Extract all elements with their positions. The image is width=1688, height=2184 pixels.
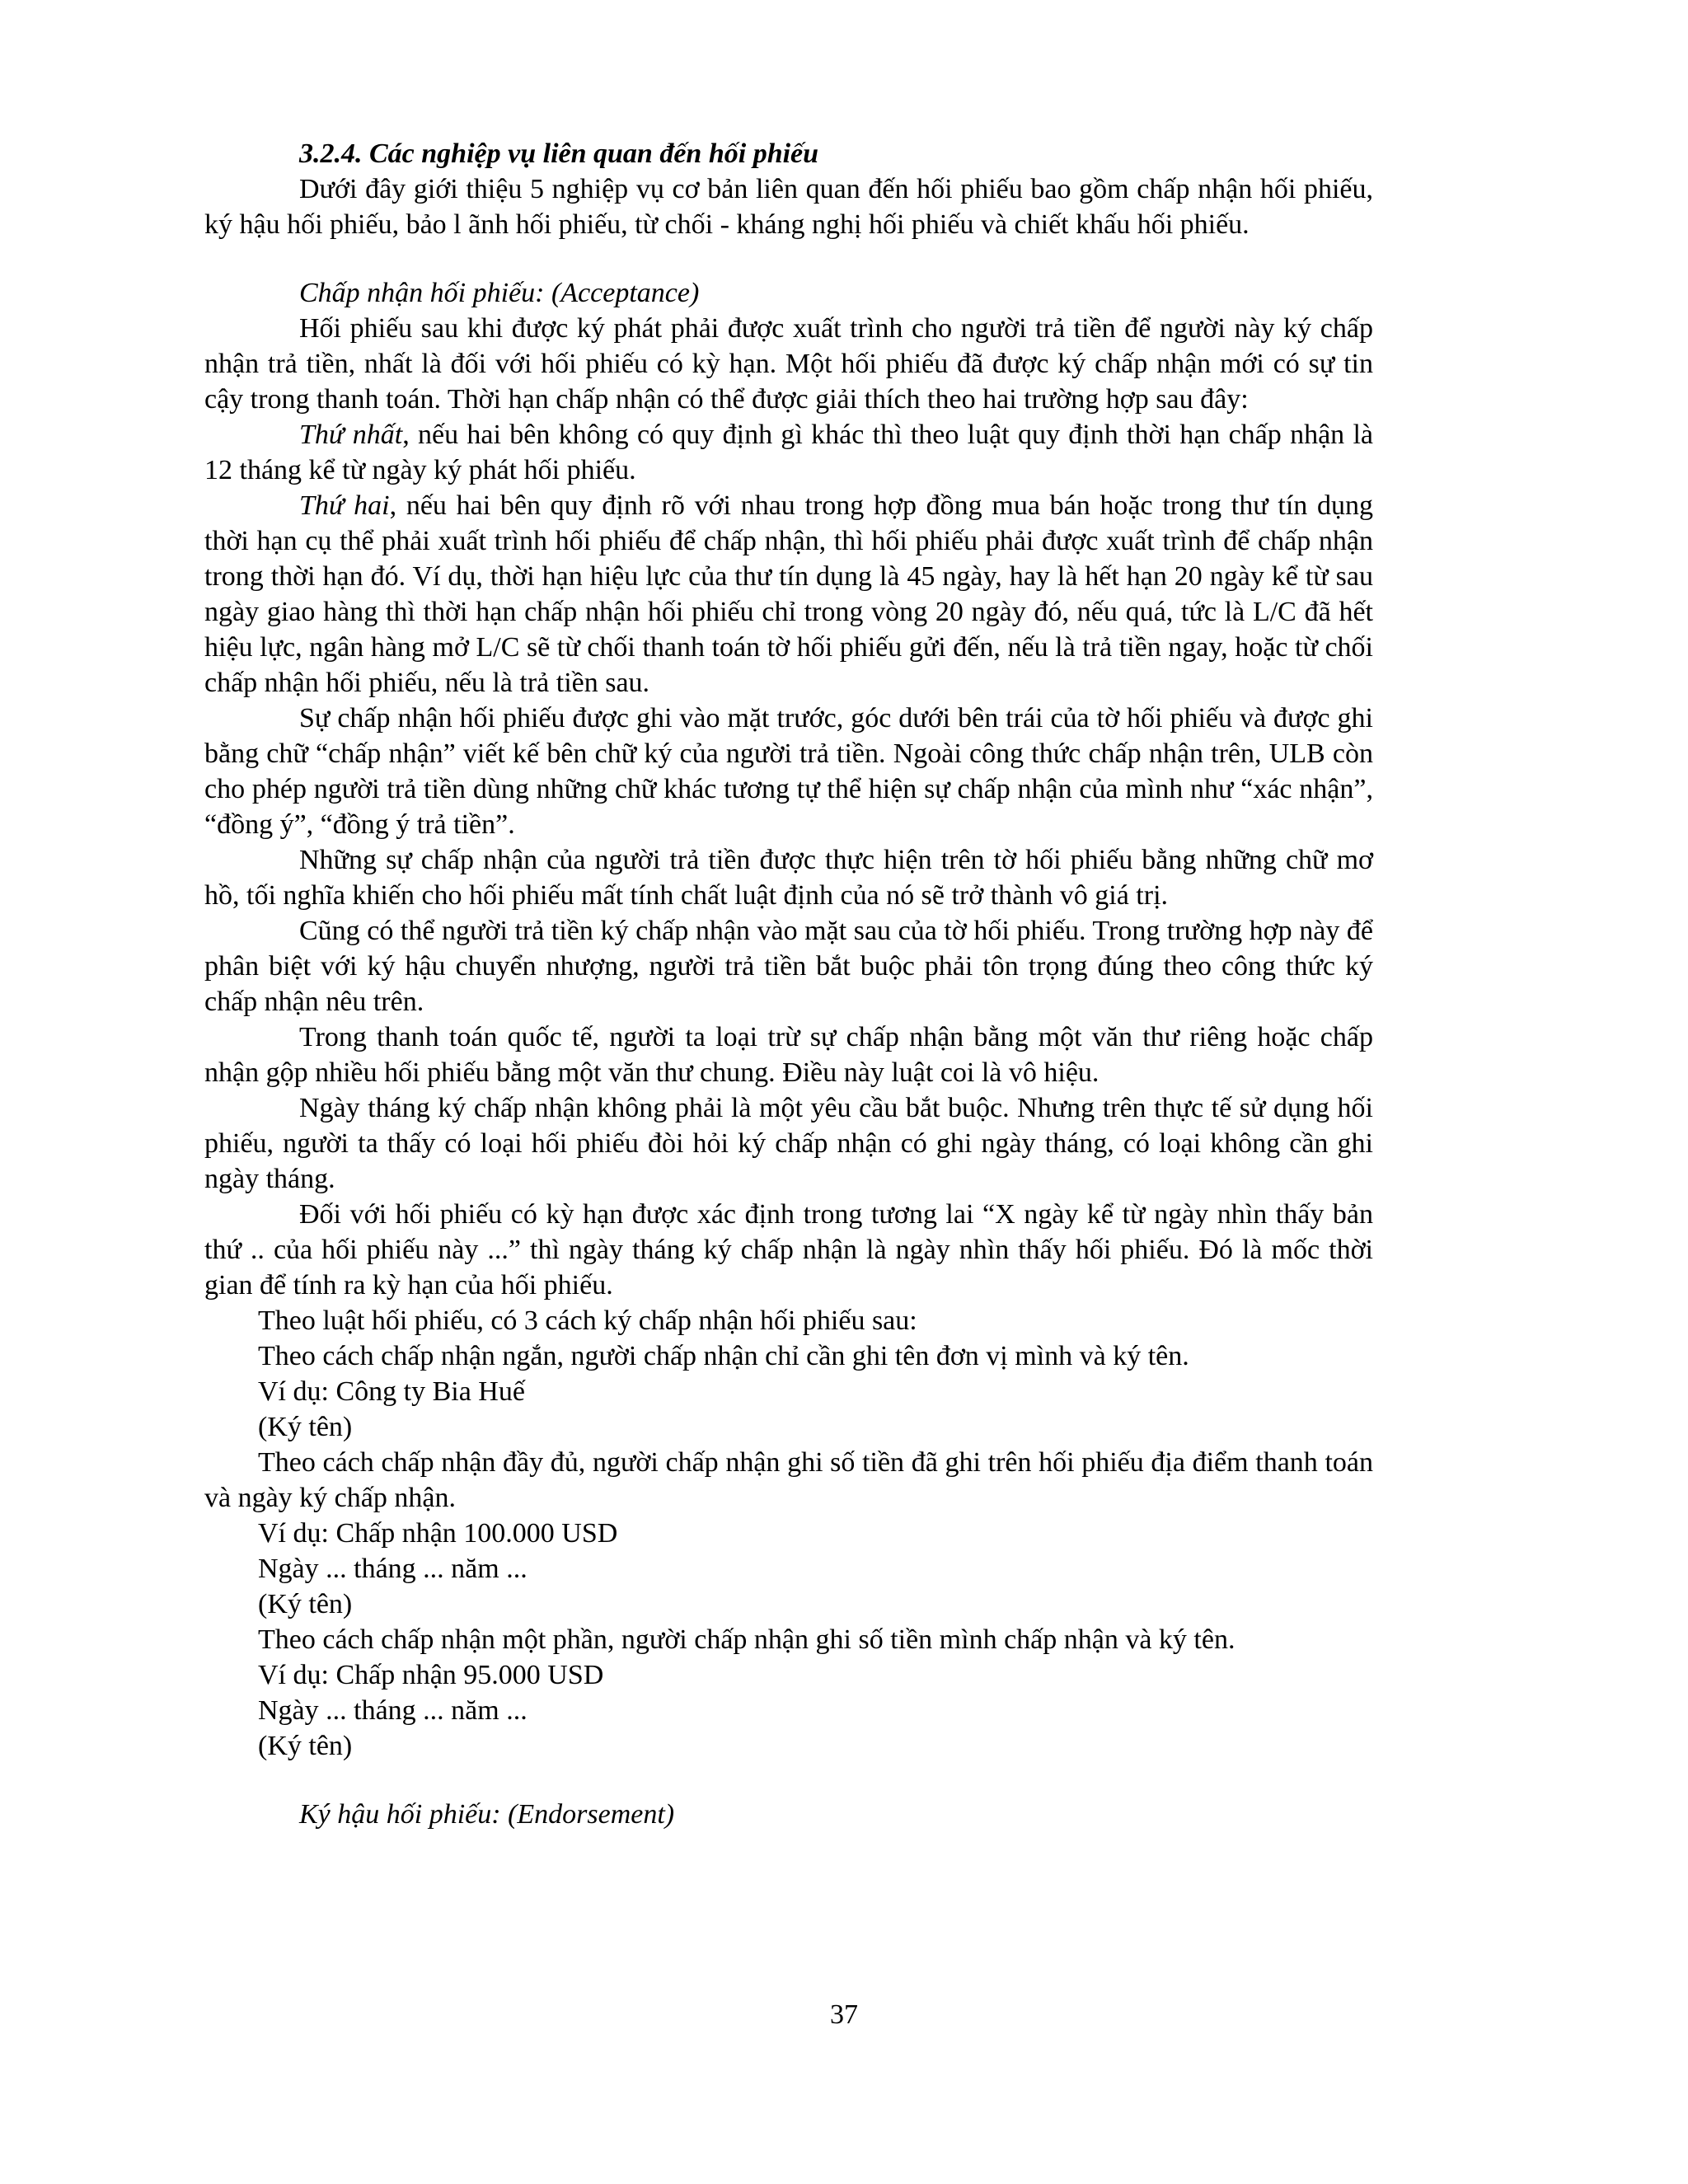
short-acceptance-example: Ví dụ: Công ty Bia Huế [258,1376,525,1407]
acceptance-first-case [204,417,1373,488]
section-title: 3.2.4. Các nghiệp vụ liên quan đến hối phiếu [299,138,819,169]
endorsement-subheading: Ký hậu hối phiếu: (Endorsement) [299,1799,675,1830]
partial-acceptance-example: Ví dụ: Chấp nhận 95.000 USD [258,1660,604,1690]
acceptance-methods-intro: Theo luật hối phiếu, có 3 cách ký chấp nhận hối phiếu sau: [258,1305,917,1336]
acceptance-second-case [204,488,1373,701]
first-case-text: , nếu hai bên không có quy định gì khác thì theo luật quy định thời hạn chấp nhận là 12 tháng kể từ ngày ký phát hối phiếu. [204,419,1374,485]
short-acceptance-signature: (Ký tên) [258,1412,353,1442]
page-body [204,136,1373,1832]
partial-acceptance-date: Ngày ... tháng ... năm ... [258,1695,528,1726]
first-case-lead: Thứ nhất [299,419,403,450]
intro-paragraph: Dưới đây giới thiệu 5 nghiệp vụ cơ bản liên quan đến hối phiếu bao gồm chấp nhận hối phiếu, ký hậu hối phiếu, bảo l ãnh hối phiếu, từ chối - kháng nghị hối phiếu và chiết khấu hối phiếu. [204,174,1373,240]
second-case-lead: Thứ hai [299,490,390,521]
acceptance-paragraph-1: Hối phiếu sau khi được ký phát phải được xuất trình cho người trả tiền để người này ký chấp nhận trả tiền, nhất là đối với hối phiếu có kỳ hạn. Một hối phiếu đã được ký chấp nhận mới có sự tin cậy trong thanh toán. Thời hạn chấp nhận có thể được giải thích theo hai trường hợp sau đây: [204,313,1373,415]
second-case-text: , nếu hai bên quy định rõ với nhau trong hợp đồng mua bán hoặc trong thư tín dụng thời hạn cụ thể phải xuất trình hối phiếu để chấp nhận, thì hối phiếu phải được xuất trình để chấp nhận trong thời hạn đó. Ví dụ, thời hạn hiệu lực của thư tín dụng là 45 ngày, hay là hết hạn 20 ngày kể từ sau ngày giao hàng thì thời hạn chấp nhận hối phiếu chỉ trong vòng 20 ngày đó, nếu quá, tức là L/C đã hết hiệu lực, ngân hàng mở L/C sẽ từ chối thanh toán tờ hối phiếu gửi đến, nếu là trả tiền ngay, hoặc từ chối chấp nhận hối phiếu, nếu là trả tiền sau. [204,490,1373,698]
full-acceptance-text: Theo cách chấp nhận đầy đủ, người chấp nhận ghi số tiền đã ghi trên hối phiếu địa điểm thanh toán và ngày ký chấp nhận. [204,1447,1373,1513]
partial-acceptance-signature: (Ký tên) [258,1731,353,1761]
acceptance-paragraph-4: Sự chấp nhận hối phiếu được ghi vào mặt trước, góc dưới bên trái của tờ hối phiếu và được ghi bằng chữ “chấp nhận” viết kế bên chữ ký của người trả tiền. Ngoài công thức chấp nhận trên, ULB còn cho phép người trả tiền dùng những chữ khác tương tự thể hiện sự chấp nhận của mình như “xác nhận”, “đồng ý”, “đồng ý trả tiền”. [204,703,1373,840]
full-acceptance-date: Ngày ... tháng ... năm ... [258,1554,528,1584]
page-number: 37 [830,1999,858,2030]
full-acceptance-signature: (Ký tên) [258,1589,353,1619]
acceptance-paragraph-7: Trong thanh toán quốc tế, người ta loại trừ sự chấp nhận bằng một văn thư riêng hoặc chấp nhận gộp nhiều hối phiếu bằng một văn thư chung. Điều này luật coi là vô hiệu. [204,1022,1373,1088]
partial-acceptance-text: Theo cách chấp nhận một phần, người chấp nhận ghi số tiền mình chấp nhận và ký tên. [258,1624,1236,1655]
acceptance-paragraph-8: Ngày tháng ký chấp nhận không phải là một yêu cầu bắt buộc. Nhưng trên thực tế sử dụng hối phiếu, người ta thấy có loại hối phiếu đòi hỏi ký chấp nhận có ghi ngày tháng, có loại không cần ghi ngày tháng. [204,1093,1373,1194]
acceptance-subheading: Chấp nhận hối phiếu: (Acceptance) [299,278,700,308]
short-acceptance-text: Theo cách chấp nhận ngắn, người chấp nhận chỉ cần ghi tên đơn vị mình và ký tên. [258,1341,1189,1371]
acceptance-paragraph-9: Đối với hối phiếu có kỳ hạn được xác định trong tương lai “X ngày kể từ ngày nhìn thấy bản thứ .. của hối phiếu này ...” thì ngày tháng ký chấp nhận là ngày nhìn thấy hối phiếu. Đó là mốc thời gian để tính ra kỳ hạn của hối phiếu. [204,1199,1373,1301]
full-acceptance-example: Ví dụ: Chấp nhận 100.000 USD [258,1518,618,1549]
acceptance-paragraph-5: Những sự chấp nhận của người trả tiền được thực hiện trên tờ hối phiếu bằng những chữ mơ hồ, tối nghĩa khiến cho hối phiếu mất tính chất luật định của nó sẽ trở thành vô giá trị. [204,845,1373,911]
acceptance-paragraph-6: Cũng có thể người trả tiền ký chấp nhận vào mặt sau của tờ hối phiếu. Trong trường hợp này để phân biệt với ký hậu chuyển nhượng, người trả tiền bắt buộc phải tôn trọng đúng theo công thức ký chấp nhận nêu trên. [204,916,1373,1017]
